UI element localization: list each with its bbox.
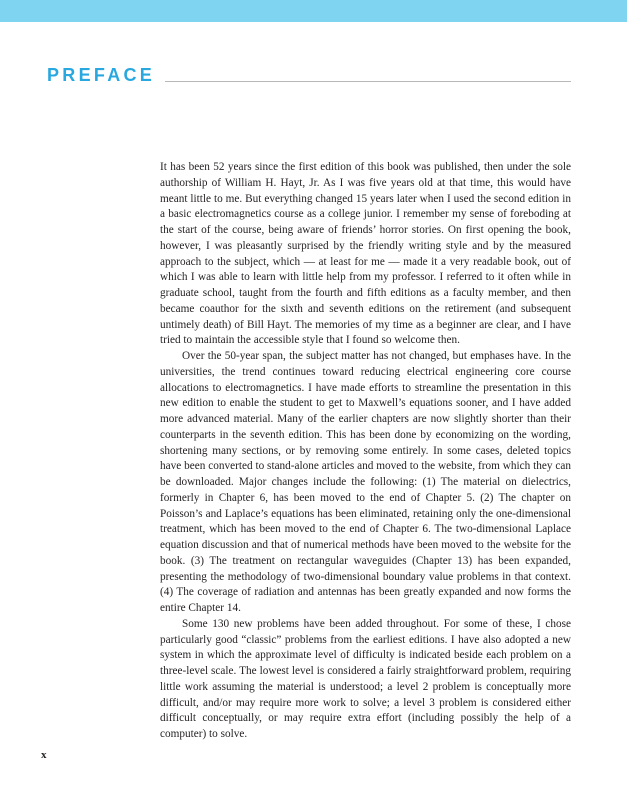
page-title: PREFACE xyxy=(47,65,156,85)
preface-header xyxy=(47,64,571,86)
paragraph-1: It has been 52 years since the first edition of this book was published, then under the sole authorship of William H. Hayt, Jr. As I was five years old at that time, this would have meant little to me. But everything changed 15 years later when I used the second edition in a basic electromagnetics course as a college junior. I remember my sense of foreboding at the start of the course, being aware of friends’ horror stories. On first opening the book, however, I was pleasantly surprised by the friendly writing style and by the measured approach to the subject, which — at least for me — made it a very readable book, out of which I was able to learn with little help from my professor. I referred to it often while in graduate school, taught from the fourth and fifth editions as a faculty member, and then became coauthor for the sixth and seventh editions on the retirement (and subsequent untimely death) of Bill Hayt. The memories of my time as a beginner are clear, and I have tried to maintain the accessible style that I found so welcome then. xyxy=(160,161,571,347)
preface-body xyxy=(160,160,571,743)
top-color-band xyxy=(0,0,627,22)
page-number: x xyxy=(41,749,47,761)
paragraph-2: Over the 50-year span, the subject matter has not changed, but emphases have. In the universities, the trend continues toward reducing electrical engineering core course allocations to electromagnetics. I have made efforts to streamline the presentation in this new edition to enable the student to get to Maxwell’s equations sooner, and I have added more advanced material. Many of the earlier chapters are now slightly shorter than their counterparts in the seventh edition. This has been done by economizing on the wording, shortening many sections, or by removing some entirely. In some cases, deleted topics have been converted to stand-alone articles and moved to the website, from which they can be downloaded. Major changes include the following: (1) The material on dielectrics, formerly in Chapter 6, has been moved to the end of Chapter 5. (2) The chapter on Poisson’s and Laplace’s equations has been eliminated, retaining only the one-dimensional treatment, which has been moved to the end of Chapter 6. The two-dimensional Laplace equation discussion and that of numerical methods have been moved to the website for the book. (3) The treatment on rectangular waveguides (Chapter 13) has been expanded, presenting the methodology of two-dimensional boundary value problems in that context. (4) The coverage of radiation and antennas has been greatly expanded and now forms the entire Chapter 14. xyxy=(160,350,571,614)
paragraph-3: Some 130 new problems have been added throughout. For some of these, I chose particularly good “classic” problems from the earliest editions. I have also adopted a new system in which the approximate level of difficulty is indicated beside each problem on a three-level scale. The lowest level is considered a fairly straightforward problem, requiring little work assuming the material is understood; a level 2 problem is conceptually more difficult, and/or may require more work to solve; a level 3 problem is considered either difficult conceptually, or may require extra effort (including possibly the help of a computer) to solve. xyxy=(160,617,571,740)
heading-rule xyxy=(165,81,571,82)
